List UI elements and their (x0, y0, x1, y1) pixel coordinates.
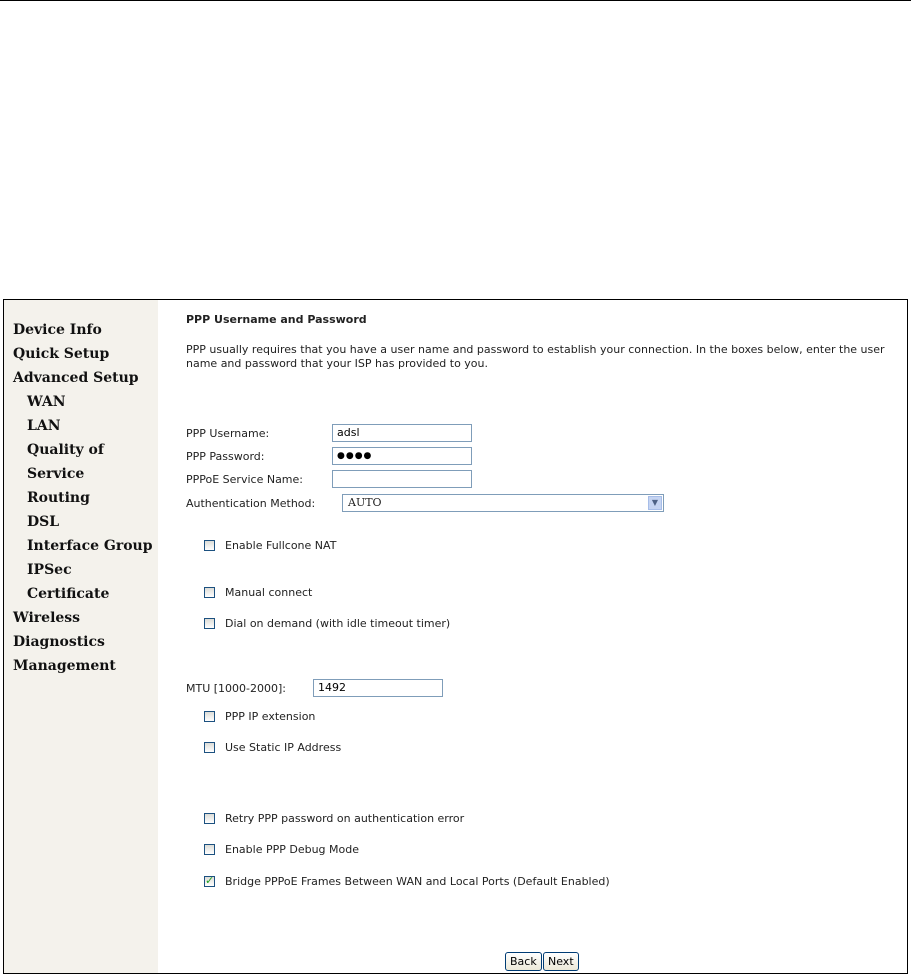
back-button[interactable]: Back (505, 952, 542, 971)
static-ip-checkbox[interactable] (204, 742, 215, 753)
chevron-down-icon[interactable]: ▼ (648, 496, 662, 510)
manual-connect-checkbox[interactable] (204, 587, 215, 598)
auth-method-select[interactable] (342, 494, 664, 512)
sidebar-nav (13, 318, 158, 678)
sidebar-item-advanced-setup[interactable]: Advanced Setup (13, 370, 139, 386)
sidebar-item-management[interactable]: Management (13, 658, 116, 674)
sidebar-item-certificate[interactable]: Certificate (27, 586, 110, 602)
sidebar (4, 300, 158, 973)
ppp-username-input[interactable]: adsl (332, 424, 472, 442)
main-content (186, 300, 896, 973)
pppoe-service-name-label: PPPoE Service Name: (186, 473, 303, 486)
auth-method-value: AUTO (348, 496, 382, 509)
intro-text: PPP usually requires that you have a user name and password to establish your connection. In the boxes below, enter the user name and password that your ISP has provided to you. (186, 343, 885, 370)
debug-mode-checkbox[interactable] (204, 844, 215, 855)
sidebar-item-quality-of-service[interactable]: Quality of Service (27, 442, 104, 482)
mtu-label: MTU [1000-2000]: (186, 682, 287, 695)
ppp-ip-extension-label: PPP IP extension (225, 710, 316, 723)
sidebar-item-device-info[interactable]: Device Info (13, 322, 102, 338)
ppp-ip-extension-checkbox[interactable] (204, 711, 215, 722)
debug-mode-label: Enable PPP Debug Mode (225, 843, 360, 856)
sidebar-item-routing[interactable]: Routing (27, 490, 90, 506)
sidebar-item-interface-group[interactable]: Interface Group (27, 538, 153, 554)
manual-connect-label: Manual connect (225, 586, 313, 599)
router-config-frame (3, 299, 908, 974)
fullcone-nat-checkbox[interactable] (204, 540, 215, 551)
sidebar-item-diagnostics[interactable]: Diagnostics (13, 634, 105, 650)
pppoe-service-name-input[interactable] (332, 470, 472, 488)
checkmark-icon: ✓ (205, 874, 215, 887)
bridge-pppoe-label: Bridge PPPoE Frames Between WAN and Local Ports (Default Enabled) (225, 875, 610, 888)
retry-password-checkbox[interactable] (204, 813, 215, 824)
auth-method-label: Authentication Method: (186, 497, 316, 510)
sidebar-item-ipsec[interactable]: IPSec (27, 562, 72, 578)
next-button[interactable]: Next (543, 952, 579, 971)
static-ip-label: Use Static IP Address (225, 741, 342, 754)
dial-on-demand-label: Dial on demand (with idle timeout timer) (225, 617, 451, 630)
bridge-pppoe-checkbox[interactable] (204, 876, 215, 887)
mtu-input[interactable]: 1492 (313, 679, 443, 697)
sidebar-item-wireless[interactable]: Wireless (13, 610, 81, 626)
ppp-username-label: PPP Username: (186, 427, 270, 440)
ppp-password-input[interactable]: ●●●● (332, 447, 472, 465)
sidebar-item-quick-setup[interactable]: Quick Setup (13, 346, 110, 362)
fullcone-nat-label: Enable Fullcone NAT (225, 539, 337, 552)
page-title: PPP Username and Password (186, 313, 367, 326)
top-rule (0, 0, 911, 1)
retry-password-label: Retry PPP password on authentication error (225, 812, 465, 825)
sidebar-item-wan[interactable]: WAN (27, 394, 66, 410)
sidebar-item-dsl[interactable]: DSL (27, 514, 60, 530)
ppp-password-label: PPP Password: (186, 450, 265, 463)
sidebar-item-lan[interactable]: LAN (27, 418, 61, 434)
dial-on-demand-checkbox[interactable] (204, 618, 215, 629)
